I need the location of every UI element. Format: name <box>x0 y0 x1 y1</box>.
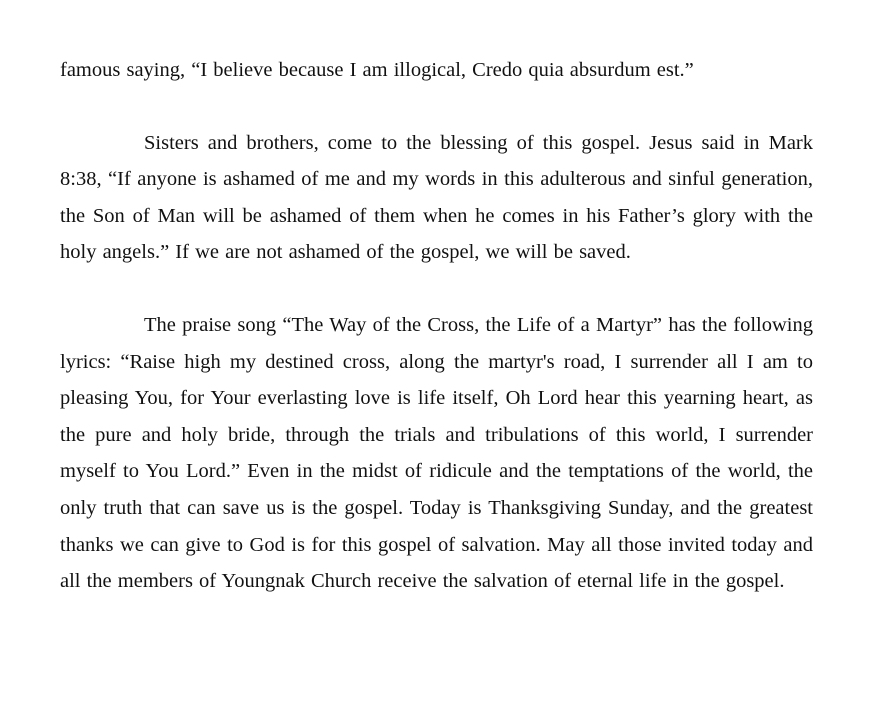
paragraph-credo-quote: famous saying, “I believe because I am illogical, Credo quia absurdum est.” <box>60 59 694 81</box>
paragraph-mark-8-38: Sisters and brothers, come to the blessing of this gospel. Jesus said in Mark 8:38, “If anyone is ashamed of me and my words in this adulterous and sinful generation, the Son of Man will be ashamed of them when he comes in his Father’s glory with the holy angels.” If we are not ashamed of the gospel, we will be saved. <box>60 131 813 264</box>
paragraph-praise-song: The praise song “The Way of the Cross, the Life of a Martyr” has the following lyrics: “Raise high my destined cross, along the martyr's road, I surrender all I am to pleasing You, for Your everlasting love is life itself, Oh Lord hear this yearning heart, as the pure and holy bride, through the trials and tribulations of this world, I surrender myself to You Lord.” Even in the midst of ridicule and the temptations of the world, the only truth that can save us is the gospel. Today is Thanksgiving Sunday, and the greatest thanks we can give to God is for this gospel of salvation. May all those invited today and all the members of Youngnak Church receive the salvation of eternal life in the gospel. <box>60 313 813 593</box>
